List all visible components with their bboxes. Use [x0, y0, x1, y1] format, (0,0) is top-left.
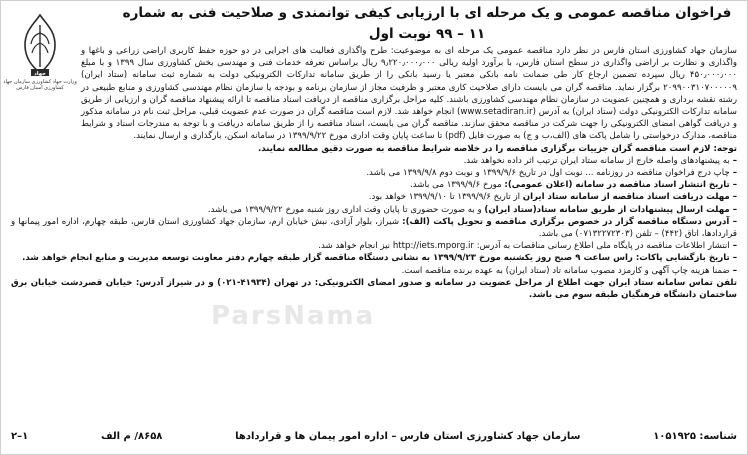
list-item: – آدرس دستگاه مناقصه گزار در خصوص برگزاری مناقصه و تحویل پاکت (الف): شیراز، بلوار آزادی، نبش خیابان ارم، سازمان جهاد کشاورزی استان فارس، طبقه چهارم، اداره امور پیمانها و قراردادها، اتاق (۴۴۲) – تلفن (۰۷۱۳۲۲۷۲۳۰۳) می باشد. — [11, 216, 737, 240]
list-item: – مهلت دریافت اسناد مناقصه از سامانه ستاد ایران از تاریخ ۱۳۹۹/۹/۶ تا ۱۳۹۹/۹/۱۰ خواهد بود. — [368, 192, 737, 203]
list-item: – چاپ درج فراخوان مناقصه در روزنامه ... نوبت اول در تاریخ ۱۳۹۹/۹/۶ و نوبت دوم ۱۳۹۹/۹/۸ می باشد. — [366, 168, 737, 179]
announcement-code: ۸۶۵۸/ م الف — [100, 431, 163, 442]
list-item: – انتشار اطلاعات مناقصه در پایگاه ملی اطلاع رسانی مناقصات به آدرس: http://iets.mporg.ir نیز انجام خواهد شد. — [318, 241, 737, 252]
contact-info: تلفن تماس سامانه ستاد ایران جهت اطلاع از مراحل عضویت در سامانه و صدور امضای الکترونیکی: در تهران (۴۱۹۳۴-۰۲۱) و در شیراز آدرس: خیابان قصردشت خیابان برق ساختمان دانشگاه فرهنگیان طبقه سوم می باشد. — [11, 277, 737, 301]
attention-note: توجه: لازم است مناقصه گران جزییات برگزاری مناقصه را در خلاصه شرایط مناقصه به صورت دقیق مطالعه نمایند. — [257, 143, 737, 154]
announcement-id: شناسه: ۱۰۵۱۹۲۵ — [653, 431, 737, 442]
page-title: فراخوان مناقصه عمومی و یک مرحله ای با ارزیابی کیفی توانمندی و صلاحیت فنی به شماره ۱۱ – ۹۹ نوبت اول — [122, 5, 732, 42]
footer — [11, 428, 737, 446]
list-item: – تاریخ انتشار اسناد مناقصه در سامانه (اعلان عمومی): مورخ ۱۳۹۹/۹/۶ می باشد. — [410, 180, 737, 191]
page-number: ۱–۲ — [11, 431, 29, 442]
logo-organization-text: وزارت جهاد کشاورزی سازمان جهاد کشاورزی استان فارس — [3, 79, 77, 91]
list-item: – مهلت ارسال پیشنهادات از طریق سامانه ستاد(ستاد ایران) و به صورت حضوری تا پایان وقت اداری روز شنبه مورخ ۱۳۹۹/۹/۲۲ می باشد. — [207, 204, 737, 215]
list-item: – ضمنا هزینه چاپ آگهی و کارمزد مصوب سامانه تاد (ستاد ایران) به عهده برنده مناقصه است. — [401, 265, 737, 276]
conditions-list — [11, 155, 737, 277]
jahad-keshavarzi-logo — [17, 11, 63, 79]
list-item: – به پیشنهادهای واصله خارج از سامانه ستاد ایران ترتیب اثر داده نخواهد شد. — [463, 155, 737, 166]
main-paragraph: سازمان جهاد کشاورزی استان فارس در نظر دارد مناقصه عمومی یک مرحله ای به موضوعیت: طرح واگذاری فعالیت های اجرایی در دو حوزه حفظ کاربری اراضی زراعی و باغها و واگذاری و نظارت بر اراضی واگذاری در سطح استان فارس، با برآورد اولیه ریالی ۹٫۲۲۰٫۰۰۰٫۰۰۰ ریال براساس تعرفه خدمات فنی و مهندسی بخش کشاورزی سال ۱۳۹۹ و با مبلغ ۴۵۰٫۰۰۰٫۰۰۰ ریال سپرده تضمین ارجاع کار طی ضمانت نامه بانکی معتبر یا رسید بانکی را از طریق سامانه تدارکات الکترونیکی دولت به شماره ثبت سامانه (ستاد ایران) ۲۰۹۹۰۰۳۱۰۷۰۰۰۰۰۹ برگزار نماید. مناقصه گران می بایست دارای صلاحیت کاری معتبر و ظرفیت مجاز از سازمان برنامه و بودجه یا سازمان نظام مهندسی کشاورزی و منابع طبیعی در رشته نقشه برداری و همچنین عضویت در سازمان نظام مهندسی کشاورزی باشند. کلیه مراحل برگزاری مناقصه از دریافت اسناد مناقصه تا ارائه پیشنهاد مناقصه گران و ارزیابی از طریق سامانه تدارکات الکترونیکی دولت (ستاد ایران) به آدرس (www.setadiran.ir) انجام خواهد شد. لازم است مناقصه گران در صورت عدم عضویت قبلی، مراحل ثبت نام در سامانه مذکور و دریافت گواهی امضای الکترونیکی را جهت شرکت در مناقصه محقق سازند. مناقصه گران می بایست، اسناد مناقصه را از طریق سامانه دریافت و با توجه به مندرجات اسناد و شرایط مناقصه، مدارک درخواستی را شامل پاکت های (الف،ب و ج) به صورت فایل (pdf) تا ساعت پایان وقت اداری مورخ ۱۳۹۹/۹/۲۲ در سامانه اسکن، بارگذاری و ارسال نمایند. — [81, 46, 738, 142]
svg-text:جهاد: جهاد — [34, 71, 46, 77]
footer-organization: سازمان جهاد کشاورزی استان فارس – اداره امور پیمان ها و قراردادها — [235, 431, 581, 442]
watermark: ParsNama — [211, 301, 376, 331]
list-item: – تاریخ بازگشایی پاکات: راس ساعت ۹ صبح روز یکشنبه مورخ ۱۳۹۹/۹/۲۳ به نشانی دستگاه مناقصه گزار طبقه چهارم دفتر معاونت توسعه مدیریت و منابع انجام خواهد شد. — [22, 253, 737, 264]
